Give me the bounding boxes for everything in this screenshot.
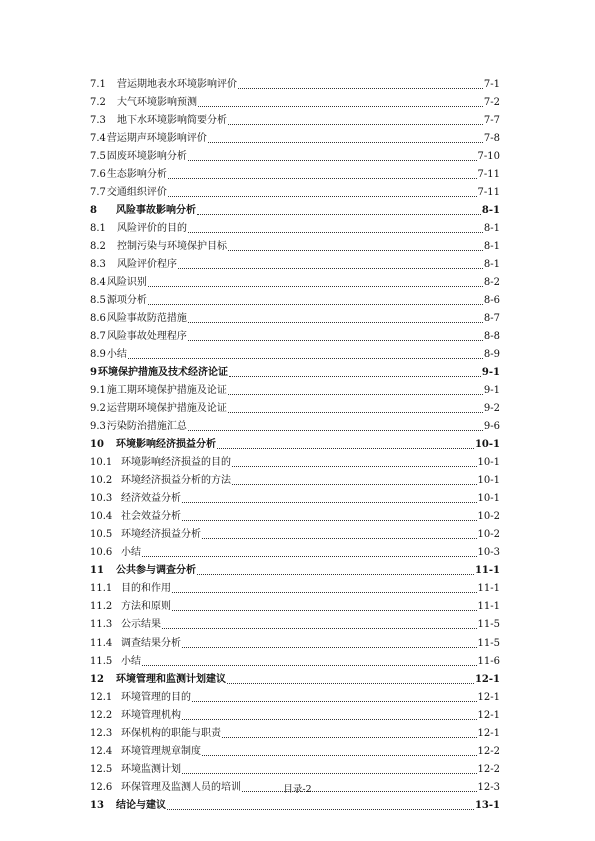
- toc-number: 8.7: [90, 331, 106, 343]
- toc-number: 10.3: [90, 493, 113, 505]
- toc-title: 营运期声环境影响评价: [106, 133, 207, 145]
- toc-leader-dots: [197, 214, 481, 215]
- toc-leader-dots: [228, 124, 483, 125]
- toc-leader-dots: [202, 538, 477, 539]
- toc-title: 生态影响分析: [106, 169, 167, 181]
- toc-number: 8.2: [90, 241, 106, 253]
- toc-leader-dots: [188, 160, 477, 161]
- toc-number: 10.6: [90, 547, 113, 559]
- toc-number: 12.3: [90, 727, 113, 739]
- toc-number: 10.5: [90, 529, 113, 541]
- toc-entry[interactable]: [90, 181, 500, 199]
- toc-number: 7.7: [90, 187, 106, 199]
- toc-entry[interactable]: [90, 704, 500, 722]
- toc-leader-dots: [172, 592, 477, 593]
- toc-entry[interactable]: [90, 523, 500, 541]
- toc-number: 11.3: [90, 619, 113, 631]
- toc-entry[interactable]: [90, 650, 500, 668]
- toc-leader-dots: [227, 683, 474, 684]
- toc-leader-dots: [172, 610, 477, 611]
- toc-page-number: 12-2: [477, 763, 500, 775]
- toc-page-number: 12-2: [477, 745, 500, 757]
- toc-entry[interactable]: [90, 109, 500, 127]
- toc-entry[interactable]: [90, 415, 500, 433]
- toc-number: 7.3: [90, 115, 106, 127]
- toc-entry[interactable]: [90, 577, 500, 595]
- toc-leader-dots: [228, 412, 483, 413]
- toc-leader-dots: [228, 250, 483, 251]
- toc-entry[interactable]: [90, 307, 500, 325]
- toc-page-number: 10-1: [474, 439, 500, 451]
- toc-entry[interactable]: [90, 722, 500, 740]
- toc-page-number: 7-10: [477, 151, 500, 163]
- toc-page-number: 10-1: [477, 493, 500, 505]
- toc-leader-dots: [222, 737, 477, 738]
- toc-page-number: 9-6: [483, 421, 500, 433]
- toc-title: 社会效益分析: [121, 511, 181, 523]
- toc-leader-dots: [182, 773, 477, 774]
- toc-number: 8.5: [90, 295, 106, 307]
- toc-page-number: 12-1: [477, 709, 500, 721]
- toc-number: 8.9: [90, 349, 106, 361]
- toc-title: 环境经济损益分析: [121, 529, 201, 541]
- toc-page-number: 8-8: [483, 331, 500, 343]
- toc-title: 环保管理及监测人员的培训: [121, 781, 241, 793]
- toc-number: 12.6: [90, 781, 113, 793]
- toc-entry[interactable]: [90, 541, 500, 559]
- toc-number: 10.1: [90, 457, 113, 469]
- toc-entry[interactable]: [90, 595, 500, 613]
- toc-entry[interactable]: [90, 686, 500, 704]
- toc-leader-dots: [162, 628, 477, 629]
- toc-leader-dots: [198, 106, 483, 107]
- toc-entry[interactable]: [90, 217, 500, 235]
- toc-number: 11.1: [90, 583, 113, 595]
- toc-page-number: 8-7: [483, 313, 500, 325]
- toc-page-number: 11-5: [477, 619, 500, 631]
- toc-page-number: 11-6: [477, 655, 500, 667]
- toc-page-number: 12-1: [474, 673, 500, 685]
- toc-page-number: 7-7: [483, 115, 500, 127]
- toc-number: 9.3: [90, 421, 106, 433]
- toc-number: 9: [90, 367, 97, 379]
- page-footer: 目录-2: [283, 784, 312, 795]
- toc-number: 9.2: [90, 403, 106, 415]
- toc-entry[interactable]: [90, 253, 500, 271]
- toc-entry[interactable]: [90, 397, 500, 415]
- toc-leader-dots: [217, 448, 474, 449]
- toc-leader-dots: [182, 719, 477, 720]
- toc-leader-dots: [168, 196, 477, 197]
- toc-title: 环保机构的职能与职责: [121, 727, 221, 739]
- toc-leader-dots: [142, 556, 477, 557]
- toc-number: 7.5: [90, 151, 106, 163]
- toc-leader-dots: [128, 358, 483, 359]
- toc-title: 运营期环境保护措施及论证: [106, 403, 227, 415]
- toc-number: 8: [90, 205, 97, 217]
- toc-leader-dots: [178, 268, 483, 269]
- toc-entry[interactable]: [90, 487, 500, 505]
- toc-leader-dots: [238, 88, 483, 89]
- toc-number: 8.1: [90, 223, 106, 235]
- toc-title: 环境管理的目的: [121, 691, 191, 703]
- toc-number: 8.6: [90, 313, 106, 325]
- toc-page-number: 12-3: [477, 781, 500, 793]
- toc-title: 风险事故处理程序: [106, 331, 187, 343]
- toc-leader-dots: [167, 809, 474, 810]
- toc-leader-dots: [188, 340, 483, 341]
- toc-title: 源项分析: [106, 295, 147, 307]
- toc-number: 8.4: [90, 277, 106, 289]
- toc-title: 小结: [121, 655, 141, 667]
- toc-entry[interactable]: [90, 505, 500, 523]
- toc-page-number: 10-1: [477, 475, 500, 487]
- toc-entry[interactable]: [90, 289, 500, 307]
- toc-page-number: 8-1: [483, 223, 500, 235]
- toc-title: 环境管理和监测计划建议: [116, 673, 226, 685]
- toc-page-number: 8-6: [483, 295, 500, 307]
- toc-page-number: 12-1: [477, 727, 500, 739]
- toc-number: 12.5: [90, 763, 113, 775]
- toc-number: 10.2: [90, 475, 113, 487]
- toc-leader-dots: [188, 322, 483, 323]
- toc-entry[interactable]: [90, 469, 500, 487]
- toc-page-number: 10-3: [477, 547, 500, 559]
- toc-page-number: 10-1: [477, 457, 500, 469]
- toc-title: 环境保护措施及技术经济论证: [97, 367, 228, 379]
- toc-title: 营运期地表水环境影响评价: [117, 79, 237, 91]
- toc-number: 8.3: [90, 259, 106, 271]
- toc-page-number: 8-1: [481, 205, 500, 217]
- toc-entry[interactable]: [90, 794, 500, 812]
- toc-number: 7.4: [90, 133, 106, 145]
- toc-number: 12: [90, 673, 104, 685]
- toc-leader-dots: [228, 394, 483, 395]
- toc-leader-dots: [148, 304, 483, 305]
- toc-page-number: 11-5: [477, 637, 500, 649]
- toc-title: 施工期环境保护措施及论证: [106, 385, 227, 397]
- toc-number: 11.4: [90, 637, 113, 649]
- toc-entry[interactable]: [90, 343, 500, 361]
- toc-title: 交通组织评价: [106, 187, 167, 199]
- toc-leader-dots: [148, 286, 483, 287]
- toc-title: 环境经济损益分析的方法: [121, 475, 231, 487]
- toc-entry[interactable]: [90, 271, 500, 289]
- toc-number: 12.2: [90, 709, 113, 721]
- toc-title: 结论与建议: [116, 799, 166, 811]
- toc-title: 风险事故防范措施: [106, 313, 187, 325]
- toc-entry[interactable]: [90, 758, 500, 776]
- toc-title: 风险评价程序: [117, 259, 177, 271]
- toc-leader-dots: [188, 430, 483, 431]
- toc-title: 风险识别: [106, 277, 147, 289]
- toc-leader-dots: [208, 142, 483, 143]
- toc-title: 经济效益分析: [121, 493, 181, 505]
- toc-number: 12.4: [90, 745, 113, 757]
- toc-page-number: 12-1: [477, 691, 500, 703]
- toc-page-number: 8-9: [483, 349, 500, 361]
- toc-title: 公示结果: [121, 619, 161, 631]
- toc-entry[interactable]: [90, 91, 500, 109]
- toc-leader-dots: [229, 376, 481, 377]
- toc-entry[interactable]: [90, 163, 500, 181]
- toc-entry[interactable]: [90, 740, 500, 758]
- toc-page-number: 9-2: [483, 403, 500, 415]
- toc-title: 目的和作用: [121, 583, 171, 595]
- toc-number: 13: [90, 799, 104, 811]
- toc-title: 风险评价的目的: [117, 223, 187, 235]
- toc-entry[interactable]: [90, 433, 500, 451]
- toc-page-number: 9-1: [483, 385, 500, 397]
- toc-title: 环境影响经济损益的目的: [121, 457, 231, 469]
- toc-leader-dots: [182, 520, 477, 521]
- toc-title: 大气环境影响预测: [117, 97, 197, 109]
- toc-leader-dots: [182, 647, 477, 648]
- toc-page-number: 7-2: [483, 97, 500, 109]
- toc-page-number: 7-11: [477, 187, 500, 199]
- toc-number: 7.2: [90, 97, 106, 109]
- toc-page-number: 8-1: [483, 259, 500, 271]
- toc-entry[interactable]: [90, 325, 500, 343]
- toc-page-number: 7-1: [483, 79, 500, 91]
- toc-title: 风险事故影响分析: [116, 205, 196, 217]
- toc-entry[interactable]: [90, 631, 500, 649]
- toc-page-number: 11-1: [477, 601, 500, 613]
- toc-leader-dots: [188, 232, 483, 233]
- toc-leader-dots: [232, 466, 477, 467]
- toc-title: 环境监测计划: [121, 763, 181, 775]
- toc-title: 环境管理机构: [121, 709, 181, 721]
- toc-number: 9.1: [90, 385, 106, 397]
- table-of-contents: [90, 73, 500, 812]
- toc-title: 固废环境影响分析: [106, 151, 187, 163]
- toc-entry[interactable]: [90, 559, 500, 577]
- toc-entry[interactable]: [90, 199, 500, 217]
- toc-leader-dots: [197, 574, 474, 575]
- toc-number: 10.4: [90, 511, 113, 523]
- toc-leader-dots: [142, 665, 477, 666]
- toc-page-number: 7-11: [477, 169, 500, 181]
- toc-title: 污染防治措施汇总: [106, 421, 187, 433]
- toc-title: 小结: [121, 547, 141, 559]
- toc-entry[interactable]: [90, 73, 500, 91]
- toc-entry[interactable]: [90, 127, 500, 145]
- toc-page-number: 8-1: [483, 241, 500, 253]
- toc-page-number: 9-1: [481, 367, 500, 379]
- toc-entry[interactable]: [90, 379, 500, 397]
- toc-leader-dots: [168, 178, 477, 179]
- toc-leader-dots: [182, 502, 477, 503]
- toc-number: 7.6: [90, 169, 106, 181]
- toc-title: 环境管理规章制度: [121, 745, 201, 757]
- toc-number: 7.1: [90, 79, 106, 91]
- toc-entry[interactable]: [90, 613, 500, 631]
- toc-number: 10: [90, 439, 104, 451]
- toc-title: 方法和原则: [121, 601, 171, 613]
- toc-page-number: 11-1: [474, 565, 500, 577]
- toc-leader-dots: [202, 755, 477, 756]
- toc-title: 小结: [106, 349, 127, 361]
- toc-entry[interactable]: [90, 361, 500, 379]
- toc-page-number: 13-1: [474, 799, 500, 811]
- toc-title: 控制污染与环境保护目标: [117, 241, 227, 253]
- toc-title: 公共参与调查分析: [116, 565, 196, 577]
- toc-leader-dots: [192, 701, 477, 702]
- toc-page-number: 8-2: [483, 277, 500, 289]
- toc-number: 11.2: [90, 601, 113, 613]
- toc-number: 11: [90, 565, 104, 577]
- toc-entry[interactable]: [90, 668, 500, 686]
- toc-title: 地下水环境影响简要分析: [117, 115, 227, 127]
- toc-page-number: 10-2: [477, 529, 500, 541]
- toc-entry[interactable]: [90, 235, 500, 253]
- toc-entry[interactable]: [90, 145, 500, 163]
- toc-title: 环境影响经济损益分析: [116, 439, 216, 451]
- toc-entry[interactable]: [90, 451, 500, 469]
- toc-leader-dots: [232, 484, 477, 485]
- toc-number: 12.1: [90, 691, 113, 703]
- toc-page-number: 10-2: [477, 511, 500, 523]
- toc-number: 11.5: [90, 655, 113, 667]
- toc-title: 调查结果分析: [121, 637, 181, 649]
- toc-page-number: 11-1: [477, 583, 500, 595]
- toc-page-number: 7-8: [483, 133, 500, 145]
